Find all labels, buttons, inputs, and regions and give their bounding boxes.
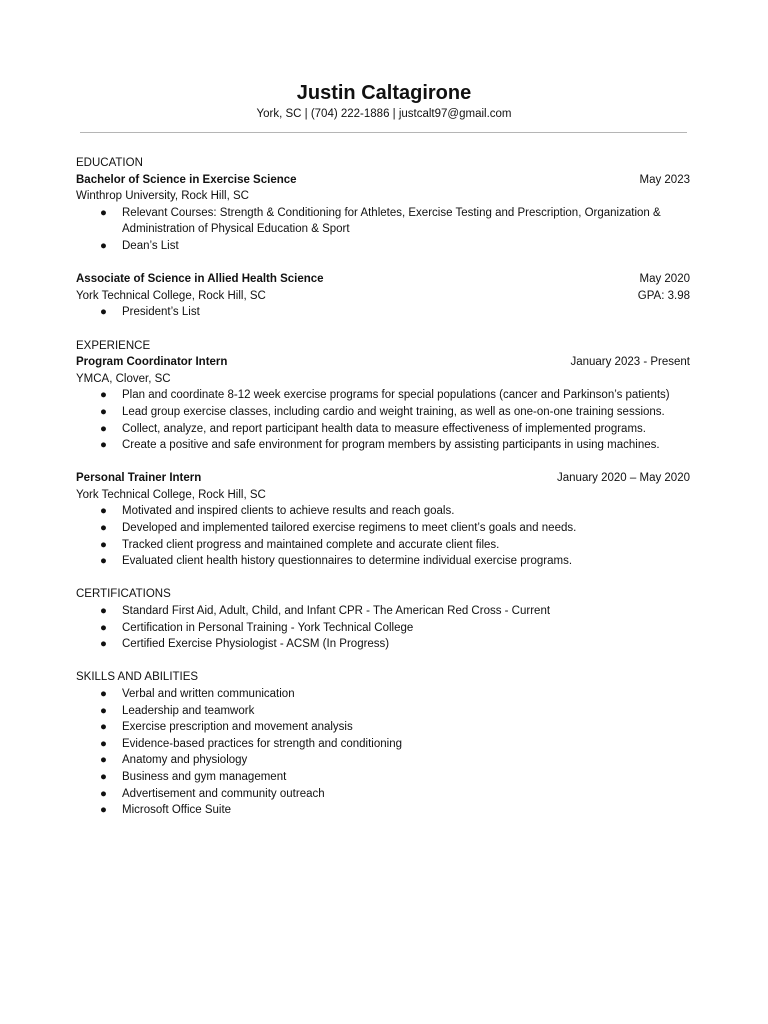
certification-list [76, 603, 690, 653]
list-item-text: Collect, analyze, and report participant health data to measure effectiveness of implemented programs. [122, 422, 646, 435]
bullet-icon: ● [100, 522, 107, 535]
bullet-icon: ● [100, 770, 107, 783]
bullet-icon: ● [100, 439, 107, 452]
org-row [76, 487, 690, 504]
skills-list [76, 686, 690, 819]
job-row [76, 354, 690, 371]
bullet-icon: ● [100, 688, 107, 700]
bullet-icon: ● [100, 538, 107, 551]
degree-title: Associate of Science in Allied Health Science [76, 273, 324, 286]
job-bullets [76, 503, 690, 569]
list-item [76, 620, 690, 637]
list-item [76, 503, 690, 520]
list-item [76, 404, 690, 421]
job-date: January 2020 – May 2020 [557, 472, 690, 485]
list-item-text: Relevant Courses: Strength & Conditioning for Athletes, Exercise Testing and Prescription, Organization & [122, 206, 661, 219]
school-row [76, 288, 690, 305]
list-item-text: Leadership and teamwork [122, 704, 255, 717]
section-heading: EDUCATION [76, 157, 143, 169]
org-name: York Technical College, Rock Hill, SC [76, 488, 266, 501]
list-item [76, 802, 690, 819]
list-item [76, 736, 690, 753]
list-item-text: Anatomy and physiology [122, 754, 248, 767]
school-row [76, 188, 690, 205]
header-divider [80, 132, 687, 133]
list-item [76, 769, 690, 786]
list-item [76, 636, 690, 653]
list-item-text: Evaluated client health history questionnaires to determine individual exercise programs. [122, 555, 573, 568]
list-item-text: President’s List [122, 306, 200, 319]
list-item-text: Exercise prescription and movement analysis [122, 721, 353, 734]
degree-row [76, 271, 690, 288]
bullet-icon: ● [100, 754, 107, 767]
job-title: Personal Trainer Intern [76, 472, 202, 485]
list-item-text: Evidence-based practices for strength and conditioning [122, 737, 403, 750]
list-item [76, 537, 690, 554]
degree-bullets [76, 304, 690, 321]
list-item-text: Standard First Aid, Adult, Child, and Infant CPR - The American Red Cross - Current [122, 605, 551, 618]
bullet-icon: ● [100, 621, 107, 634]
list-item-text: Business and gym management [122, 770, 287, 783]
list-item [76, 703, 690, 720]
degree-date: May 2020 [639, 273, 690, 286]
list-item [76, 686, 690, 703]
list-item [76, 421, 690, 438]
bullet-icon: ● [100, 721, 107, 734]
degree-bullets [76, 205, 690, 255]
list-item-text: Tracked client progress and maintained complete and accurate client files. [122, 538, 500, 551]
gpa-value: GPA: 3.98 [637, 289, 690, 302]
list-item [76, 553, 690, 570]
list-item-text: Dean’s List [122, 239, 179, 252]
list-item-text: Advertisement and community outreach [122, 787, 325, 800]
org-name: YMCA, Clover, SC [76, 372, 171, 385]
bullet-icon: ● [100, 787, 107, 800]
bullet-icon: ● [100, 737, 107, 750]
candidate-name: Justin Caltagirone [296, 82, 472, 104]
section-heading: SKILLS AND ABILITIES [76, 671, 199, 684]
list-item [76, 603, 690, 620]
bullet-icon: ● [100, 505, 107, 518]
list-item [76, 719, 690, 736]
job-date: January 2023 - Present [570, 356, 690, 369]
list-item-text: Microsoft Office Suite [122, 804, 232, 817]
degree-title: Bachelor of Science in Exercise Science [76, 173, 297, 186]
list-item [76, 752, 690, 769]
bullet-icon: ● [100, 239, 107, 252]
degree-row [76, 172, 690, 189]
section-heading: CERTIFICATIONS [76, 588, 171, 601]
list-item-text: Verbal and written communication [122, 688, 295, 700]
bullet-icon: ● [100, 704, 107, 717]
list-item-text: Lead group exercise classes, including cardio and weight training, as well as one-on-one training sessions. [122, 405, 665, 418]
school-name: York Technical College, Rock Hill, SC [76, 289, 266, 302]
list-item [76, 304, 690, 321]
contact-line: York, SC | (704) 222-1886 | justcalt97@gmail.com [256, 108, 512, 120]
list-item [76, 238, 690, 255]
section-heading: EXPERIENCE [76, 339, 151, 352]
degree-date: May 2023 [639, 173, 690, 186]
org-row [76, 371, 690, 388]
skills-heading [76, 669, 690, 686]
bullet-icon: ● [100, 422, 107, 435]
list-item-text: Developed and implemented tailored exercise regimens to meet client’s goals and needs. [122, 522, 577, 535]
bullet-icon: ● [100, 405, 107, 418]
job-row [76, 470, 690, 487]
bullet-icon: ● [100, 389, 107, 402]
school-name: Winthrop University, Rock Hill, SC [76, 190, 249, 203]
experience-heading [76, 338, 690, 355]
list-item-text: Certification in Personal Training - York Technical College [122, 621, 414, 634]
bullet-icon: ● [100, 804, 107, 817]
certifications-heading [76, 586, 690, 603]
bullet-icon: ● [100, 206, 107, 219]
list-item [76, 387, 690, 404]
list-item [76, 205, 690, 238]
list-item [76, 786, 690, 803]
list-item-text: Plan and coordinate 8-12 week exercise programs for special populations (cancer and Parkinson’s patients) [122, 389, 670, 402]
list-item-text: Certified Exercise Physiologist - ACSM (In Progress) [122, 638, 390, 651]
bullet-icon: ● [100, 638, 107, 651]
list-item-text: Create a positive and safe environment for program members by assisting participants in using machines. [122, 439, 660, 452]
job-bullets [76, 387, 690, 453]
list-item-continuation: Administration of Physical Education & Sport [122, 223, 350, 236]
resume-body [76, 155, 690, 819]
list-item [76, 437, 690, 454]
list-item-text: Motivated and inspired clients to achieve results and reach goals. [122, 505, 455, 518]
job-title: Program Coordinator Intern [76, 356, 228, 369]
bullet-icon: ● [100, 605, 107, 618]
list-item [76, 520, 690, 537]
bullet-icon: ● [100, 306, 107, 319]
education-heading [76, 155, 690, 172]
bullet-icon: ● [100, 555, 107, 568]
